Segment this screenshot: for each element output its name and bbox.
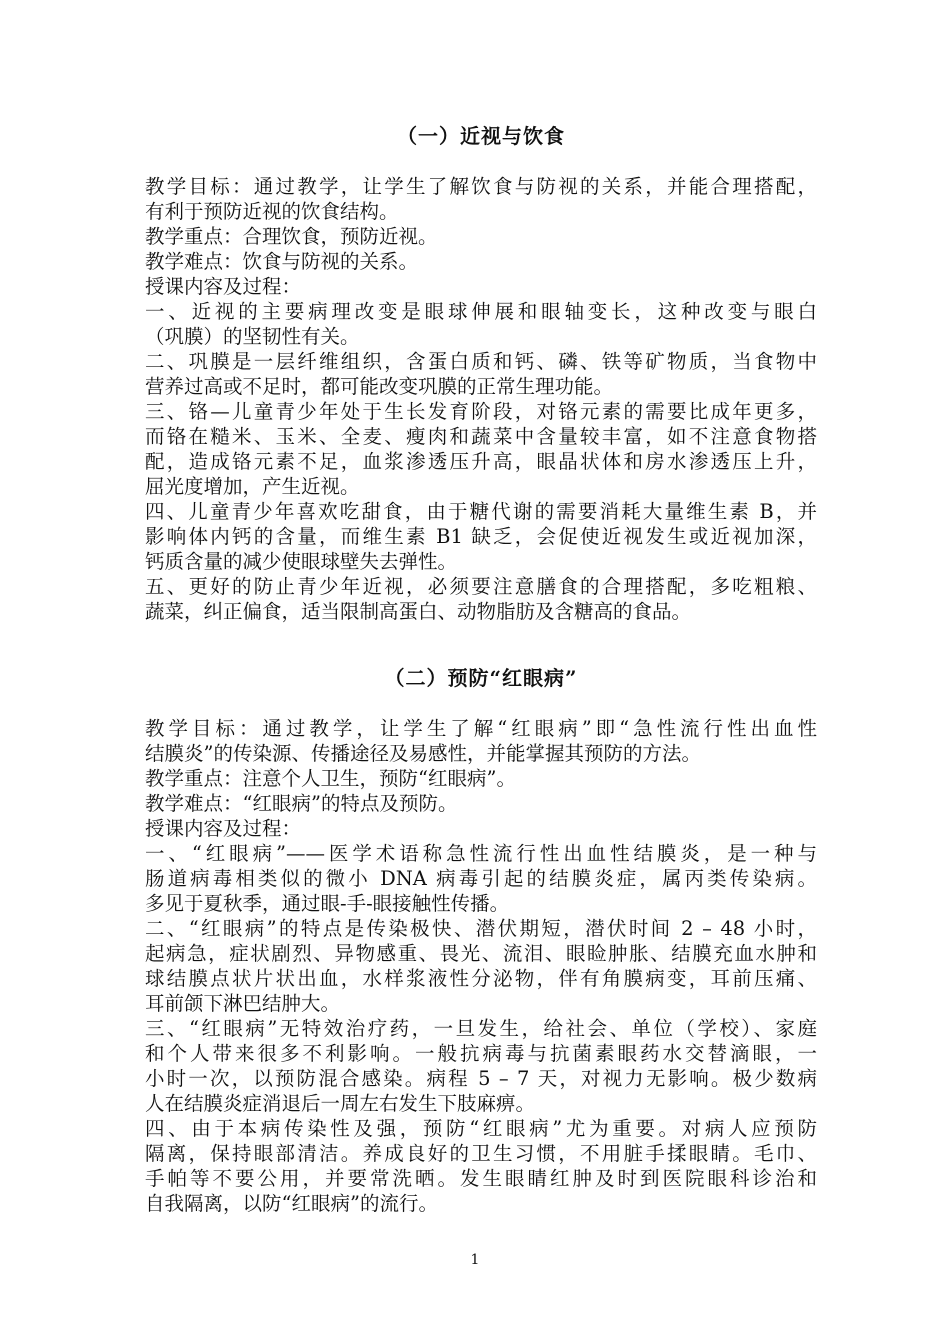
text-line: 教学难点：“红眼病”的特点及预防。	[145, 792, 458, 815]
text-line: 三、“红眼病”无特效治疗药，一旦发生，给社会、单位（学校）、家庭	[145, 1017, 817, 1040]
section1-title: （一）近视与饮食	[397, 124, 565, 148]
text-line: 二、“红眼病”的特点是传染极快、潜伏期短，潜伏时间 2 – 48 小时，	[145, 917, 817, 940]
text-line: 蔬菜，纠正偏食，适当限制高蛋白、动物脂肪及含糖高的食品。	[145, 600, 692, 623]
text-line: 小时一次，以预防混合感染。病程 5 – 7 天，对视力无影响。极少数病	[145, 1067, 817, 1090]
text-line: 而铬在糙米、玉米、全麦、瘦肉和蔬菜中含量较丰富，如不注意食物搭	[145, 425, 817, 448]
text-line: 结膜炎”的传染源、传播途径及易感性，并能掌握其预防的方法。	[145, 742, 701, 765]
text-line: 一、近视的主要病理改变是眼球伸展和眼轴变长，这种改变与眼白	[145, 300, 817, 323]
text-line: 耳前颌下淋巴结肿大。	[145, 992, 341, 1015]
text-line: 授课内容及过程：	[145, 817, 302, 840]
text-line: 自我隔离，以防“红眼病”的流行。	[145, 1192, 438, 1215]
text-line: 钙质含量的减少使眼球壁失去弹性。	[145, 550, 458, 573]
text-line: 多见于夏秋季，通过眼-手-眼接触性传播。	[145, 892, 510, 915]
section1-body	[145, 174, 817, 624]
text-line: （巩膜）的坚韧性有关。	[145, 325, 360, 348]
text-line: 人在结膜炎症消退后一周左右发生下肢麻痹。	[145, 1092, 536, 1115]
text-line: 五、更好的防止青少年近视，必须要注意膳食的合理搭配，多吃粗粮、	[145, 575, 817, 598]
text-line: 授课内容及过程：	[145, 275, 302, 298]
text-line: 教学难点：饮食与防视的关系。	[145, 250, 419, 273]
text-line: 手帕等不要公用，并要常洗晒。发生眼睛红肿及时到医院眼科诊治和	[145, 1167, 817, 1190]
section2-body	[145, 716, 817, 1216]
text-line: 球结膜点状片状出血，水样浆液性分泌物，伴有角膜病变，耳前压痛、	[145, 967, 817, 990]
text-line: 肠道病毒相类似的微小 DNA 病毒引起的结膜炎症，属丙类传染病。	[145, 867, 817, 890]
text-line: 教学目标：通过教学，让学生了解饮食与防视的关系，并能合理搭配，	[145, 175, 817, 198]
text-line: 有利于预防近视的饮食结构。	[145, 200, 399, 223]
text-line: 配，造成铬元素不足，血浆渗透压升高，眼晶状体和房水渗透压上升，	[145, 450, 817, 473]
text-line: 教学目标：通过教学，让学生了解“红眼病”即“急性流行性出血性	[145, 717, 817, 740]
text-line: 四、儿童青少年喜欢吃甜食，由于糖代谢的需要消耗大量维生素 B，并	[145, 500, 817, 523]
text-line: 起病急，症状剧烈、异物感重、畏光、流泪、眼睑肿胀、结膜充血水肿和	[145, 942, 817, 965]
section2-title: （二）预防“红眼病”	[384, 666, 578, 690]
text-line: 一、“红眼病”——医学术语称急性流行性出血性结膜炎，是一种与	[145, 842, 817, 865]
text-line: 影响体内钙的含量，而维生素 B1 缺乏，会促使近视发生或近视加深，	[145, 525, 817, 548]
text-line: 三、铬—儿童青少年处于生长发育阶段，对铬元素的需要比成年更多，	[145, 400, 817, 423]
text-line: 教学重点：合理饮食，预防近视。	[145, 225, 438, 248]
text-line: 屈光度增加，产生近视。	[145, 475, 360, 498]
document-body	[145, 120, 817, 1216]
text-line: 和个人带来很多不利影响。一般抗病毒与抗菌素眼药水交替滴眼，一	[145, 1042, 817, 1065]
text-line: 营养过高或不足时，都可能改变巩膜的正常生理功能。	[145, 375, 614, 398]
page-number: 1	[470, 1252, 480, 1268]
text-line: 隔离，保持眼部清洁。养成良好的卫生习惯，不用脏手揉眼睛。毛巾、	[145, 1142, 817, 1165]
text-line: 教学重点：注意个人卫生，预防“红眼病”。	[145, 767, 516, 790]
text-line: 二、巩膜是一层纤维组织，含蛋白质和钙、磷、铁等矿物质，当食物中	[145, 350, 817, 373]
text-line: 四、由于本病传染性及强，预防“红眼病”尤为重要。对病人应预防	[145, 1117, 817, 1140]
